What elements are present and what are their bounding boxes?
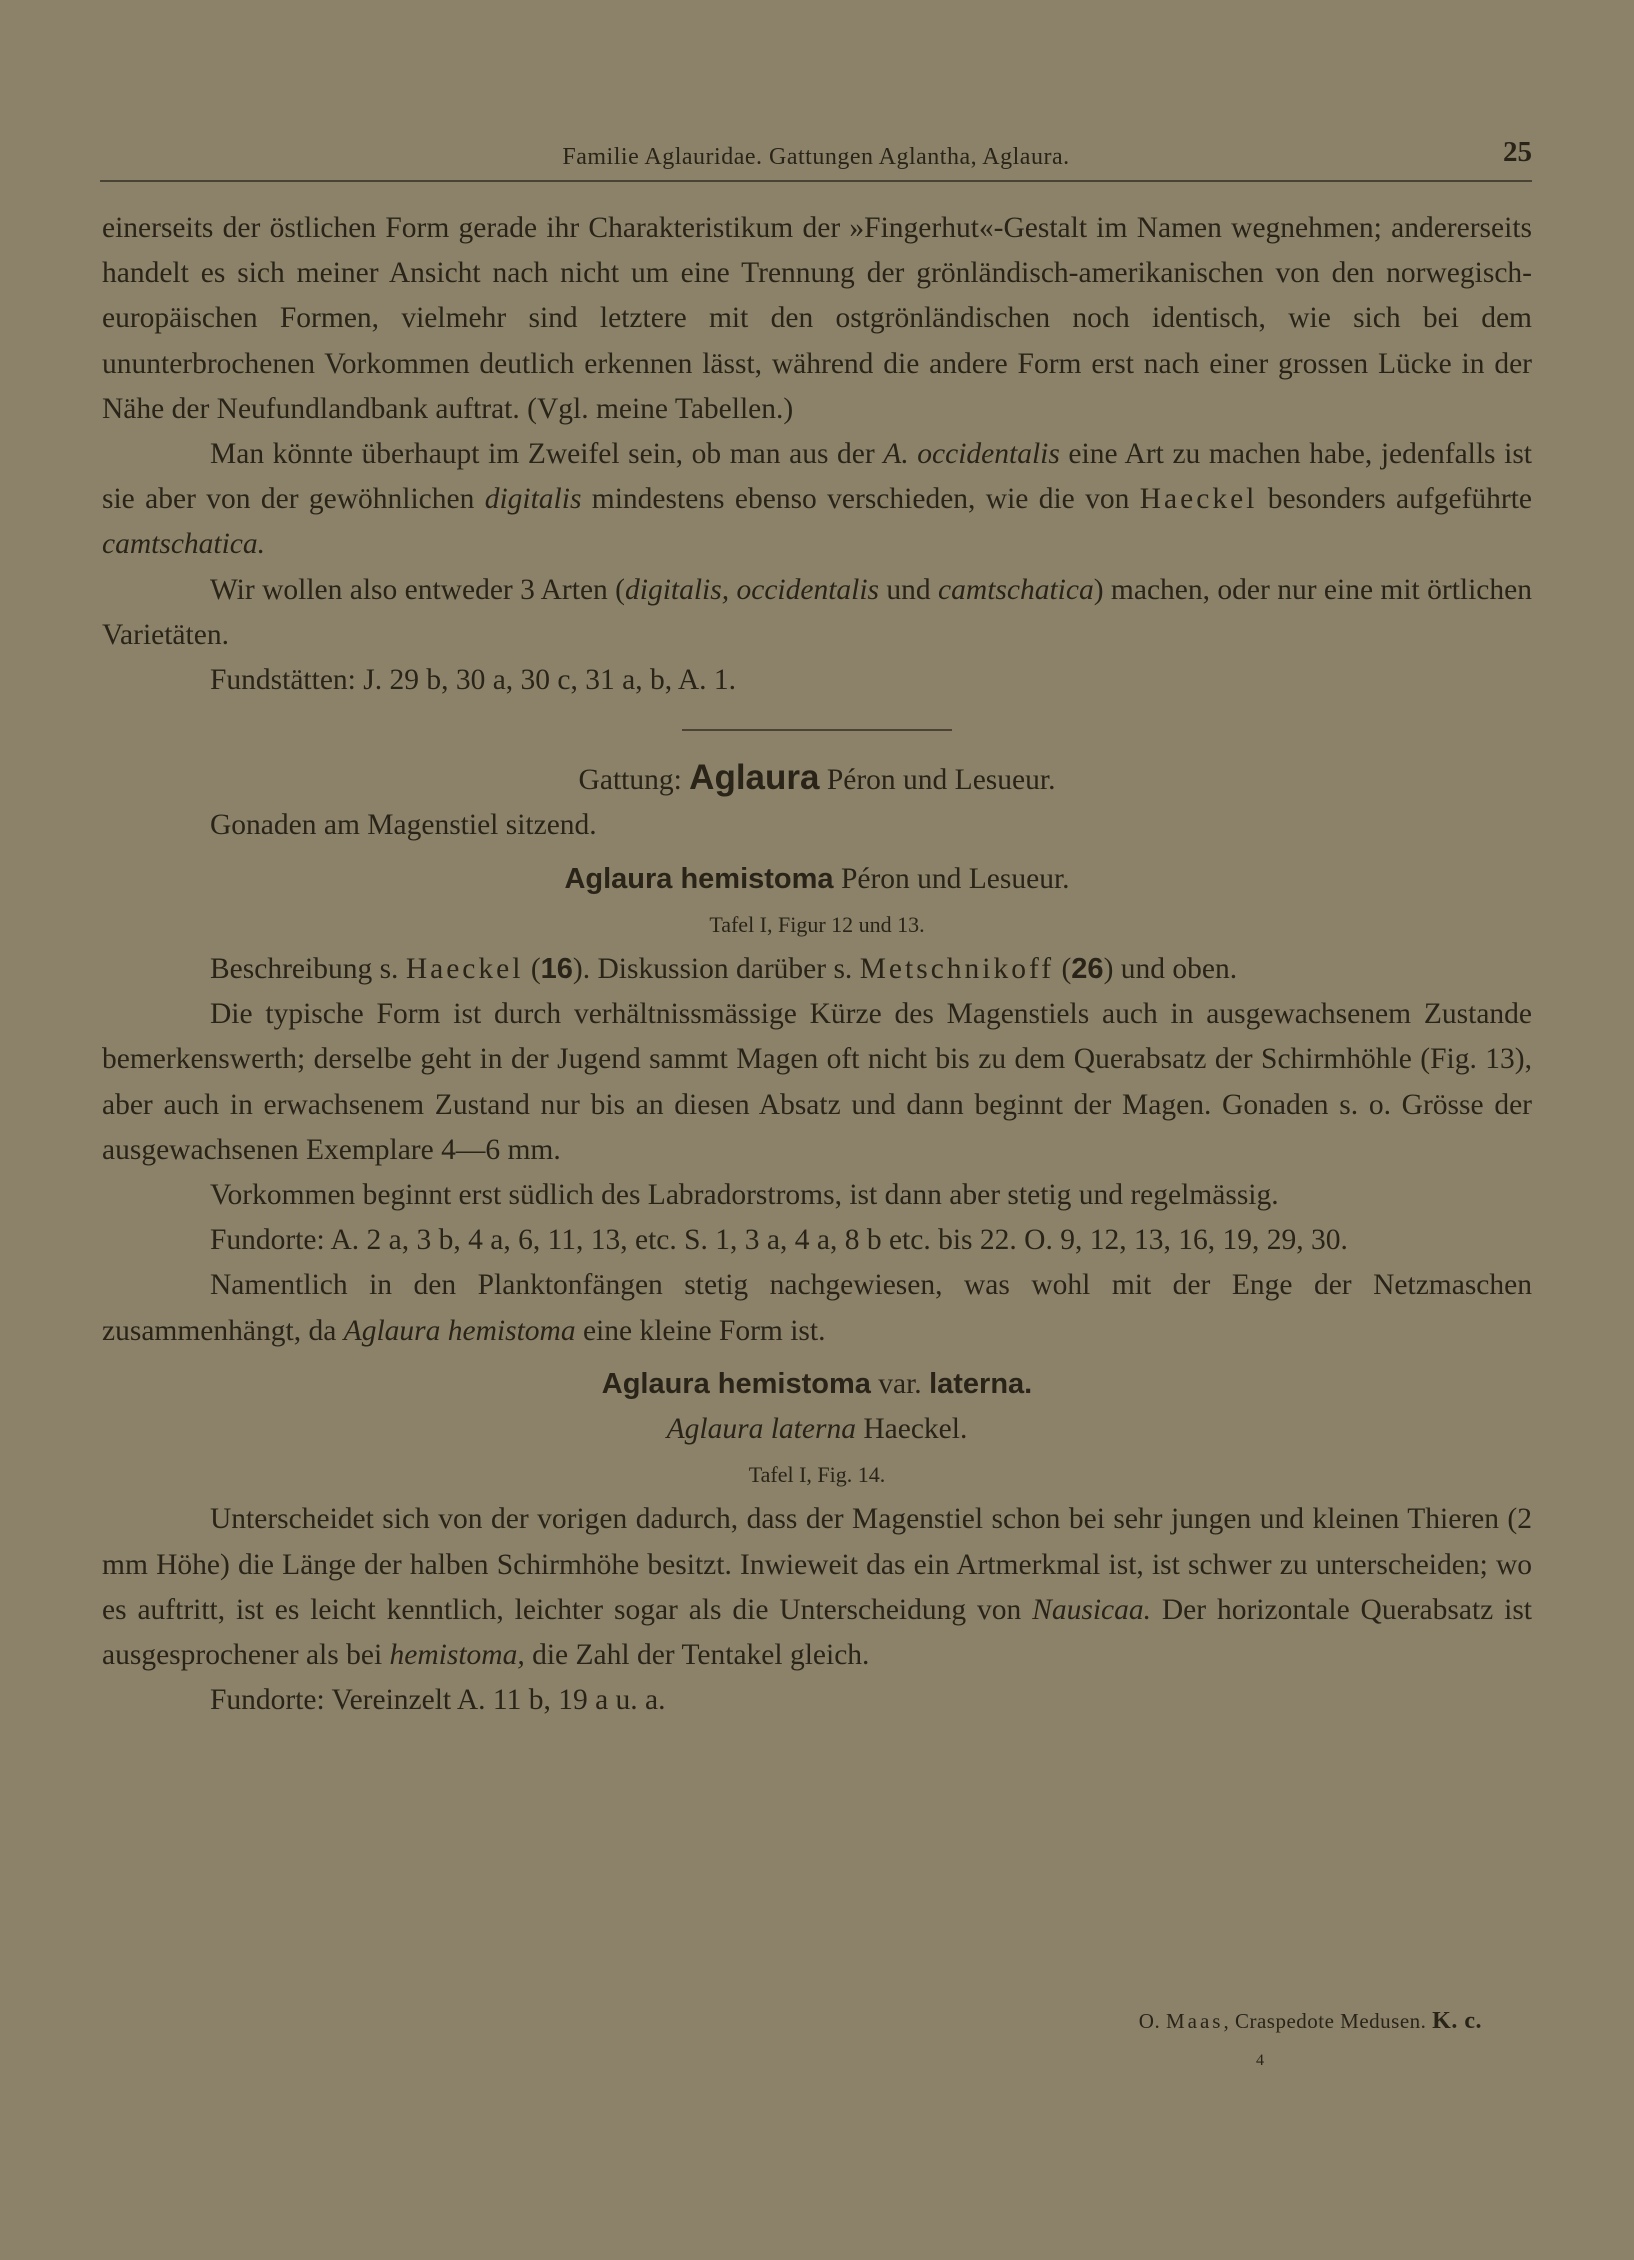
- text-run: Man könnte überhaupt im Zweifel sein, ob man aus der: [210, 438, 884, 471]
- synonym-name: Aglaura laterna: [666, 1413, 856, 1446]
- paragraph-9: [102, 1263, 1532, 1353]
- italic-run: camtschatica.: [102, 528, 266, 561]
- variety-name: laterna.: [929, 1367, 1033, 1400]
- text-run: ). Diskussion darüber s.: [572, 953, 860, 986]
- species-heading-1: [102, 857, 1532, 902]
- text-run: eine Art zu machen habe, jedenfalls ist sie aber von der gewöhnlichen: [102, 438, 1532, 516]
- running-header: [100, 136, 1532, 182]
- italic-run: camtschatica: [938, 573, 1094, 606]
- reference-number: 26: [1071, 953, 1104, 986]
- text-run: ) machen, oder nur eine mit örtlichen Varietäten.: [102, 573, 1532, 651]
- paragraph-3: [102, 568, 1532, 658]
- genus-author: Péron und Lesueur.: [819, 764, 1056, 797]
- text-run: die Zahl der Tentakel gleich.: [524, 1639, 870, 1672]
- italic-run: hemistoma,: [389, 1639, 525, 1672]
- genus-description: [102, 803, 1532, 848]
- text-run: ) und oben.: [1103, 953, 1238, 986]
- plate-reference-1: [102, 902, 1532, 947]
- author-name: Haeckel: [1139, 483, 1258, 516]
- italic-run: Nausicaa.: [1032, 1593, 1151, 1626]
- genus-heading: [102, 755, 1532, 803]
- localities-text: Fundorte: Vereinzelt A. 11 b, 19 a u. a.: [210, 1684, 666, 1717]
- synonym-author: Haeckel.: [855, 1413, 968, 1446]
- footer-author: Maas: [1165, 2009, 1224, 2033]
- localities-text: Fundstätten: J. 29 b, 30 a, 30 c, 31 a, b, A. 1.: [210, 664, 737, 697]
- page-footer: [1139, 2008, 1482, 2035]
- italic-run: Aglaura hemistoma: [343, 1314, 576, 1347]
- header-title: Familie Aglauridae. Gattungen Aglantha, Aglaura.: [562, 144, 1070, 170]
- species-name: Aglaura hemistoma: [564, 862, 834, 895]
- paragraph-4: [102, 658, 1532, 703]
- paragraph-11: [102, 1678, 1532, 1723]
- paragraph-10: [102, 1497, 1532, 1678]
- text-run: Der horizontale Querabsatz ist ausgesprochener als bei: [102, 1593, 1532, 1672]
- text-run: Beschreibung s.: [210, 953, 406, 986]
- paragraph-8: [102, 1218, 1532, 1263]
- italic-run: A. occidentalis: [883, 438, 1060, 471]
- paragraph-5: [102, 947, 1532, 992]
- text-run: Namentlich in den Planktonfängen stetig nachgewiesen, was wohl mit der Enge der Netzmaschen zusammenhängt, da: [102, 1269, 1532, 1347]
- localities-text: Fundorte: A. 2 a, 3 b, 4 a, 6, 11, 13, etc. S. 1, 3 a, 4 a, 8 b etc. bis 22. O. 9, 12, 13, 16, 19, 29, 30.: [210, 1224, 1348, 1257]
- footer-code: K. c.: [1432, 2008, 1482, 2034]
- paragraph-1-text: einerseits der östlichen Form gerade ihr Charakteristikum der »Fingerhut«-Gestalt im Namen wegnehmen; andererseits handelt es sich meiner Ansicht nach nicht um eine Trennung der grönländisch-amerikanischen von den norwegisch-europäischen Formen, vielmehr sind letztere mit den ostgrönländischen noch identisch, wie sich bei dem ununterbrochenen Vorkommen deutlich erkennen lässt, während die andere Form erst nach einer grossen Lücke in der Nähe der Neufundlandbank auftrat. (Vgl. meine Tabellen.): [102, 212, 1532, 425]
- variety-marker: var.: [870, 1367, 930, 1400]
- paragraph-1: [102, 206, 1532, 432]
- plate-reference-text: Tafel I, Figur 12 und 13.: [709, 911, 925, 937]
- section-divider: [682, 729, 952, 731]
- italic-run: digitalis: [484, 483, 582, 516]
- text-run: besonders aufgeführte: [1257, 483, 1532, 516]
- text-run: (: [1054, 953, 1072, 986]
- paragraph-6-text: Die typische Form ist durch verhältnissmässige Kürze des Magenstiels auch in ausgewachsenem Zustande bemerkenswerth; derselbe geht in der Jugend sammt Magen oft nicht bis zu dem Querabsatz der Schirmhöhle (Fig. 13), aber auch in erwachsenem Zustand nur bis an diesen Absatz und dann beginnt der Magen. Gonaden s. o. Grösse der ausgewachsenen Exemplare 4—6 mm.: [102, 998, 1532, 1166]
- footer-title: , Craspedote Medusen.: [1223, 2009, 1433, 2033]
- paragraph-6: [102, 992, 1532, 1173]
- species-name: Aglaura hemistoma: [601, 1367, 871, 1400]
- reference-number: 16: [540, 953, 573, 986]
- text-run: Wir wollen also entweder 3 Arten (: [210, 573, 626, 606]
- plate-reference-text: Tafel I, Fig. 14.: [748, 1462, 886, 1488]
- sheet-signature: 4: [1256, 2052, 1264, 2069]
- author-name: Haeckel: [405, 953, 524, 986]
- genus-name: Aglaura: [689, 758, 820, 798]
- species-heading-2: [102, 1362, 1532, 1407]
- synonym-line: [102, 1407, 1532, 1452]
- paragraph-2: [102, 432, 1532, 568]
- text-run: Unterscheidet sich von der vorigen dadurch, dass der Magenstiel schon bei sehr jungen und kleinen Thieren (2 mm Höhe) die Länge der halben Schirmhöhe besitzt. Inwieweit das ein Artmerkmal ist, ist schwer zu unterscheiden; wo es auftritt, ist es leicht kenntlich, leichter sogar als die Unterscheidung von: [102, 1503, 1532, 1626]
- plate-reference-2: [102, 1452, 1532, 1497]
- paragraph-7: [102, 1173, 1532, 1218]
- page-number: 25: [1503, 136, 1532, 168]
- paragraph-7-text: Vorkommen beginnt erst südlich des Labradorstroms, ist dann aber stetig und regelmässig.: [210, 1179, 1279, 1212]
- italic-run: digitalis, occidentalis: [625, 573, 880, 606]
- text-run: und: [879, 573, 939, 606]
- footer-text: O.: [1138, 2009, 1166, 2033]
- text-run: (: [523, 953, 541, 986]
- text-run: mindestens ebenso verschieden, wie die von: [581, 483, 1140, 516]
- author-name: Metschnikoff: [859, 953, 1055, 986]
- species-author: Péron und Lesueur.: [833, 862, 1070, 895]
- genus-description-text: Gonaden am Magenstiel sitzend.: [210, 809, 597, 842]
- text-run: eine kleine Form ist.: [575, 1314, 826, 1347]
- genus-prefix: Gattung:: [578, 764, 690, 797]
- body-text: [102, 206, 1532, 1724]
